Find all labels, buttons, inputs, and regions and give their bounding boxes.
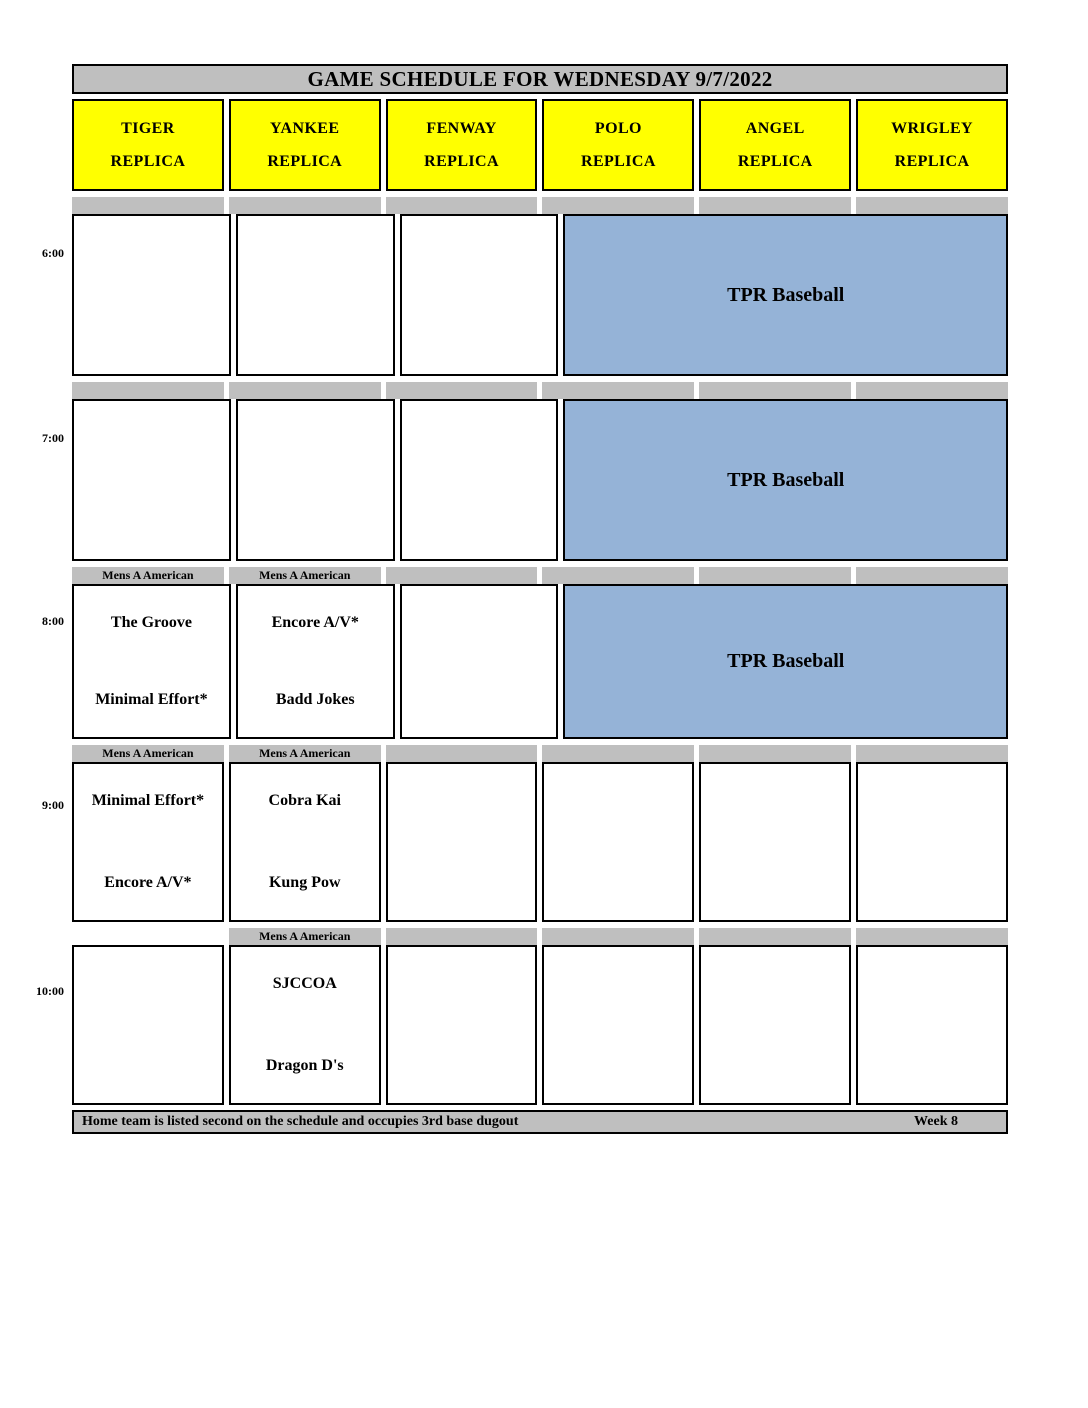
league-strip bbox=[699, 928, 851, 945]
event-cell-700: TPR Baseball bbox=[563, 399, 1008, 561]
game-row-900 bbox=[72, 762, 1008, 922]
league-strip bbox=[386, 197, 538, 214]
schedule-title: GAME SCHEDULE FOR WEDNESDAY 9/7/2022 bbox=[72, 64, 1008, 94]
game-cell-tiger-900 bbox=[72, 762, 224, 922]
league-strip bbox=[386, 382, 538, 399]
event-cell-800: TPR Baseball bbox=[563, 584, 1008, 739]
field-sub: REPLICA bbox=[580, 152, 656, 170]
field-name: WRIGLEY bbox=[891, 119, 974, 137]
home-team: Kung Pow bbox=[268, 874, 341, 891]
game-cell-fenway-600 bbox=[400, 214, 559, 376]
away-team: Cobra Kai bbox=[268, 792, 341, 809]
game-row-700 bbox=[72, 399, 1008, 561]
game-cell-wrigley-1000 bbox=[856, 945, 1008, 1105]
game-cell-fenway-1000 bbox=[386, 945, 538, 1105]
league-strip bbox=[386, 567, 538, 584]
league-strip-tiger-900: Mens A American bbox=[72, 745, 224, 762]
field-header-fenway bbox=[386, 99, 538, 191]
field-header-angel bbox=[699, 99, 851, 191]
schedule-table bbox=[72, 64, 1008, 1134]
time-label-700: 7:00 bbox=[42, 431, 64, 445]
away-team: Encore A/V* bbox=[271, 614, 359, 631]
time-label-800: 8:00 bbox=[42, 614, 64, 628]
footer-note: Home team is listed second on the schedule and occupies 3rd base dugout bbox=[82, 1114, 519, 1129]
game-row-1000 bbox=[72, 945, 1008, 1105]
field-name: YANKEE bbox=[270, 119, 340, 137]
field-name: POLO bbox=[594, 119, 642, 137]
home-team: Dragon D's bbox=[265, 1057, 344, 1074]
game-cell-yankee-1000 bbox=[229, 945, 381, 1105]
game-cell-angel-900 bbox=[699, 762, 851, 922]
field-header-polo bbox=[542, 99, 694, 191]
league-strip bbox=[229, 382, 381, 399]
strip-row-600 bbox=[72, 197, 1008, 214]
league-strip-yankee-1000: Mens A American bbox=[229, 928, 381, 945]
home-team: Encore A/V* bbox=[104, 874, 192, 891]
league-strip-yankee-900: Mens A American bbox=[229, 745, 381, 762]
league-strip bbox=[542, 745, 694, 762]
game-cell-fenway-900 bbox=[386, 762, 538, 922]
league-strip bbox=[229, 197, 381, 214]
away-team: The Groove bbox=[110, 614, 192, 631]
game-cell-tiger-700 bbox=[72, 399, 231, 561]
field-header-wrigley bbox=[856, 99, 1008, 191]
league-strip-tiger-800: Mens A American bbox=[72, 567, 224, 584]
field-header-tiger bbox=[72, 99, 224, 191]
league-strip bbox=[72, 928, 224, 945]
league-strip bbox=[856, 197, 1008, 214]
time-label-900: 9:00 bbox=[42, 798, 64, 812]
strip-row-1000 bbox=[72, 928, 1008, 945]
footer-bar bbox=[72, 1110, 1008, 1134]
game-cell-fenway-700 bbox=[400, 399, 559, 561]
away-team: Minimal Effort* bbox=[91, 792, 205, 809]
league-strip bbox=[699, 745, 851, 762]
field-header-row bbox=[72, 99, 1008, 191]
game-cell-yankee-700 bbox=[236, 399, 395, 561]
league-strip bbox=[542, 567, 694, 584]
league-strip bbox=[542, 928, 694, 945]
game-cell-yankee-600 bbox=[236, 214, 395, 376]
field-sub: REPLICA bbox=[894, 152, 970, 170]
game-cell-tiger-600 bbox=[72, 214, 231, 376]
time-label-600: 6:00 bbox=[42, 246, 64, 260]
game-cell-angel-1000 bbox=[699, 945, 851, 1105]
field-sub: REPLICA bbox=[267, 152, 343, 170]
strip-row-700 bbox=[72, 382, 1008, 399]
league-strip bbox=[856, 745, 1008, 762]
field-name: ANGEL bbox=[745, 119, 805, 137]
home-team: Minimal Effort* bbox=[95, 691, 208, 708]
game-cell-tiger-1000 bbox=[72, 945, 224, 1105]
league-strip bbox=[699, 567, 851, 584]
field-name: FENWAY bbox=[426, 119, 497, 137]
game-cell-yankee-800 bbox=[236, 584, 395, 739]
game-row-600 bbox=[72, 214, 1008, 376]
league-strip bbox=[386, 928, 538, 945]
game-cell-yankee-900 bbox=[229, 762, 381, 922]
field-sub: REPLICA bbox=[737, 152, 813, 170]
game-cell-fenway-800 bbox=[400, 584, 559, 739]
field-name: TIGER bbox=[121, 119, 175, 137]
game-cell-wrigley-900 bbox=[856, 762, 1008, 922]
event-cell-600: TPR Baseball bbox=[563, 214, 1008, 376]
game-cell-tiger-800 bbox=[72, 584, 231, 739]
game-row-800 bbox=[72, 584, 1008, 739]
home-team: Badd Jokes bbox=[275, 691, 355, 708]
strip-row-800 bbox=[72, 567, 1008, 584]
week-badge: Week 8 bbox=[914, 1114, 958, 1129]
league-strip bbox=[386, 745, 538, 762]
strip-row-900 bbox=[72, 745, 1008, 762]
league-strip bbox=[72, 197, 224, 214]
league-strip bbox=[699, 382, 851, 399]
league-strip bbox=[856, 567, 1008, 584]
field-header-yankee bbox=[229, 99, 381, 191]
away-team: SJCCOA bbox=[272, 975, 337, 992]
league-strip bbox=[699, 197, 851, 214]
game-cell-polo-1000 bbox=[542, 945, 694, 1105]
time-label-1000: 10:00 bbox=[36, 984, 64, 998]
league-strip-yankee-800: Mens A American bbox=[229, 567, 381, 584]
league-strip bbox=[542, 197, 694, 214]
league-strip bbox=[856, 382, 1008, 399]
league-strip bbox=[72, 382, 224, 399]
field-sub: REPLICA bbox=[424, 152, 499, 170]
field-sub: REPLICA bbox=[110, 152, 186, 170]
league-strip bbox=[542, 382, 694, 399]
game-cell-polo-900 bbox=[542, 762, 694, 922]
league-strip bbox=[856, 928, 1008, 945]
